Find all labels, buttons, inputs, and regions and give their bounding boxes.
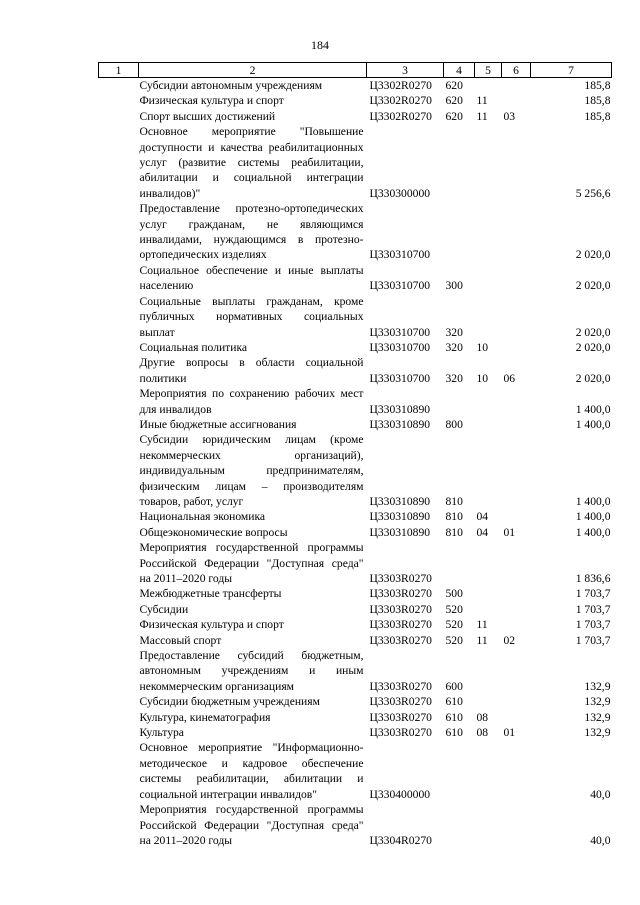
row-expense-type: 320 bbox=[445, 340, 463, 354]
row-section bbox=[475, 694, 502, 709]
row-expense-type: 500 bbox=[445, 587, 463, 601]
row-subsection: 01 bbox=[503, 726, 516, 740]
row-section bbox=[475, 124, 502, 201]
row-amount: 185,8 bbox=[584, 79, 611, 92]
row-code: Ц3303R0270 bbox=[369, 679, 432, 693]
table-row bbox=[99, 355, 612, 386]
row-subsection bbox=[502, 124, 531, 201]
row-code: Ц330310890 bbox=[369, 494, 431, 508]
row-subsection bbox=[502, 648, 531, 694]
row-expense-type bbox=[444, 740, 475, 802]
row-amount: 1 400,0 bbox=[575, 494, 611, 508]
row-expense-type bbox=[444, 201, 475, 263]
row-name: Мероприятия государственной программы Российской Федерации "Доступная среда" на 2011–2020 годы bbox=[139, 803, 364, 847]
row-code: Ц330310890 bbox=[369, 525, 431, 539]
table-row bbox=[99, 525, 612, 540]
row-section: 11 bbox=[476, 109, 488, 123]
row-subsection bbox=[502, 340, 531, 355]
first-column-cell bbox=[99, 802, 139, 848]
first-column-cell bbox=[99, 109, 139, 124]
row-name: Физическая культура и спорт bbox=[139, 94, 284, 108]
first-column-cell bbox=[99, 586, 139, 601]
column-header-2: 2 bbox=[139, 63, 367, 78]
row-code: Ц330310700 bbox=[369, 279, 431, 293]
row-name: Другие вопросы в области социальной политики bbox=[139, 356, 364, 385]
row-name: Культура bbox=[139, 726, 184, 740]
row-section bbox=[475, 386, 502, 417]
row-amount: 40,0 bbox=[590, 833, 611, 847]
table-row bbox=[99, 417, 612, 432]
column-header-6: 6 bbox=[502, 63, 531, 78]
row-section bbox=[475, 648, 502, 694]
row-expense-type: 520 bbox=[445, 602, 463, 616]
row-code: Ц3302R0270 bbox=[369, 94, 432, 108]
table-row bbox=[99, 710, 612, 725]
row-section bbox=[475, 432, 502, 509]
table-row bbox=[99, 263, 612, 294]
row-name: Иные бюджетные ассигнования bbox=[139, 417, 297, 431]
row-name: Субсидии bbox=[139, 602, 189, 616]
row-subsection bbox=[502, 386, 531, 417]
first-column-cell bbox=[99, 78, 139, 94]
row-amount: 2 020,0 bbox=[575, 279, 611, 293]
table-header bbox=[99, 63, 612, 78]
row-code: Ц3303R0270 bbox=[369, 633, 432, 647]
row-name: Социальное обеспечение и иные выплаты населению bbox=[139, 263, 364, 293]
first-column-cell bbox=[99, 294, 139, 340]
row-code: Ц330310890 bbox=[369, 417, 431, 431]
row-code: Ц3303R0270 bbox=[369, 710, 432, 724]
table-row bbox=[99, 432, 612, 509]
row-code: Ц3303R0270 bbox=[369, 618, 432, 632]
row-name: Основное мероприятие "Информационно-методическое и кадровое обеспечение системы реабилитации, абилитации и социальной интеграции инвалидов" bbox=[139, 741, 364, 801]
row-section: 11 bbox=[476, 633, 488, 647]
row-name: Межбюджетные трансферты bbox=[139, 587, 282, 601]
table-row bbox=[99, 586, 612, 601]
row-expense-type: 810 bbox=[445, 494, 463, 508]
row-name: Национальная экономика bbox=[139, 510, 266, 524]
row-subsection bbox=[502, 432, 531, 509]
row-amount: 40,0 bbox=[590, 787, 611, 801]
row-section bbox=[475, 602, 502, 617]
row-name: Субсидии юридическим лицам (кроме некоммерческих организаций), индивидуальным предпринимателям, физическим лицам – производителям товаров, работ, услуг bbox=[139, 433, 364, 508]
row-section: 04 bbox=[476, 510, 489, 524]
row-section bbox=[475, 802, 502, 848]
row-expense-type: 610 bbox=[445, 710, 463, 724]
first-column-cell bbox=[99, 633, 139, 648]
row-section bbox=[475, 294, 502, 340]
table-row bbox=[99, 201, 612, 263]
row-section: 08 bbox=[476, 726, 489, 740]
row-name: Субсидии бюджетным учреждениям bbox=[139, 695, 320, 709]
row-code: Ц330310700 bbox=[369, 371, 431, 385]
first-column-cell bbox=[99, 432, 139, 509]
row-section: 04 bbox=[476, 525, 489, 539]
first-column-cell bbox=[99, 124, 139, 201]
row-code: Ц330310700 bbox=[369, 248, 431, 262]
row-section: 10 bbox=[476, 340, 489, 354]
row-subsection bbox=[502, 417, 531, 432]
first-column-cell bbox=[99, 340, 139, 355]
row-subsection bbox=[502, 602, 531, 617]
table-row bbox=[99, 124, 612, 201]
column-header-5: 5 bbox=[475, 63, 502, 78]
row-name: Мероприятия государственной программы Российской Федерации "Доступная среда" на 2011–2020 годы bbox=[139, 541, 364, 585]
table-row bbox=[99, 725, 612, 740]
page-number: 184 bbox=[311, 38, 329, 52]
first-column-cell bbox=[99, 540, 139, 586]
first-column-cell bbox=[99, 710, 139, 725]
first-column-cell bbox=[99, 93, 139, 108]
first-column-cell bbox=[99, 509, 139, 524]
table-row bbox=[99, 340, 612, 355]
row-code: Ц3303R0270 bbox=[369, 572, 432, 585]
row-expense-type: 810 bbox=[445, 510, 463, 524]
row-subsection bbox=[502, 263, 531, 294]
row-expense-type: 610 bbox=[445, 695, 463, 709]
first-column-cell bbox=[99, 648, 139, 694]
row-code: Ц3303R0270 bbox=[369, 602, 432, 616]
row-subsection bbox=[502, 586, 531, 601]
row-amount: 1 400,0 bbox=[575, 525, 611, 539]
row-amount: 1 703,7 bbox=[575, 602, 611, 616]
table-row bbox=[99, 509, 612, 524]
row-name: Основное мероприятие "Повышение доступности и качества реабилитационных услуг (развитие системы реабилитации, абилитации и социальной интеграции инвалидов)" bbox=[139, 125, 364, 200]
row-expense-type bbox=[444, 124, 475, 201]
row-code: Ц330300000 bbox=[369, 186, 431, 200]
row-name: Массовый спорт bbox=[139, 633, 222, 647]
column-header-3: 3 bbox=[367, 63, 444, 78]
row-code: Ц330310700 bbox=[369, 340, 431, 354]
row-name: Мероприятия по сохранению рабочих мест для инвалидов bbox=[139, 387, 364, 416]
header-row bbox=[99, 63, 612, 78]
column-header-1: 1 bbox=[99, 63, 139, 78]
table-row bbox=[99, 294, 612, 340]
first-column-cell bbox=[99, 201, 139, 263]
row-expense-type: 610 bbox=[445, 726, 463, 740]
row-name: Физическая культура и спорт bbox=[139, 618, 284, 632]
row-amount: 132,9 bbox=[584, 679, 611, 693]
first-column-cell bbox=[99, 740, 139, 802]
row-amount: 2 020,0 bbox=[575, 340, 611, 354]
table-row bbox=[99, 617, 612, 632]
row-name: Субсидии автономным учреждениям bbox=[139, 79, 323, 92]
row-amount: 1 400,0 bbox=[575, 417, 611, 431]
row-code: Ц3302R0270 bbox=[369, 79, 432, 92]
row-section: 11 bbox=[476, 94, 488, 108]
row-subsection: 06 bbox=[503, 371, 516, 385]
first-column-cell bbox=[99, 386, 139, 417]
table-row bbox=[99, 633, 612, 648]
table-row bbox=[99, 109, 612, 124]
row-subsection bbox=[502, 78, 531, 94]
column-header-4: 4 bbox=[444, 63, 475, 78]
row-expense-type bbox=[444, 540, 475, 586]
table-row bbox=[99, 740, 612, 802]
row-section bbox=[475, 540, 502, 586]
row-subsection: 03 bbox=[503, 109, 516, 123]
row-name: Социальные выплаты гражданам, кроме публичных нормативных социальных выплат bbox=[139, 294, 364, 339]
row-section bbox=[475, 417, 502, 432]
row-amount: 1 703,7 bbox=[575, 633, 611, 647]
first-column-cell bbox=[99, 525, 139, 540]
row-name: Предоставление протезно-ортопедических услуг гражданам, не являющимся инвалидами, нуждающимся в протезно-ортопедических изделиях bbox=[139, 202, 364, 262]
row-name: Общеэкономические вопросы bbox=[139, 525, 288, 539]
row-amount: 185,8 bbox=[584, 109, 611, 123]
row-expense-type: 810 bbox=[445, 525, 463, 539]
row-expense-type: 520 bbox=[445, 633, 463, 647]
row-subsection bbox=[502, 710, 531, 725]
row-subsection bbox=[502, 802, 531, 848]
row-code: Ц330400000 bbox=[369, 787, 431, 801]
row-amount: 132,9 bbox=[584, 695, 611, 709]
row-expense-type: 800 bbox=[445, 417, 463, 431]
row-section bbox=[475, 78, 502, 94]
row-subsection bbox=[502, 694, 531, 709]
row-expense-type bbox=[444, 802, 475, 848]
row-subsection bbox=[502, 617, 531, 632]
row-code: Ц3304R0270 bbox=[369, 833, 432, 847]
row-name: Социальная политика bbox=[139, 340, 248, 354]
row-subsection: 01 bbox=[503, 525, 516, 539]
row-expense-type: 600 bbox=[445, 679, 463, 693]
row-name: Предоставление субсидий бюджетным, автономным учреждениям и иным некоммерческим организациям bbox=[139, 649, 364, 693]
row-amount: 2 020,0 bbox=[575, 325, 611, 339]
row-amount: 1 836,6 bbox=[575, 572, 611, 585]
row-expense-type: 320 bbox=[445, 371, 463, 385]
row-section bbox=[475, 263, 502, 294]
table-row bbox=[99, 802, 612, 848]
table-row bbox=[99, 540, 612, 586]
row-expense-type: 520 bbox=[445, 618, 463, 632]
row-subsection bbox=[502, 740, 531, 802]
row-expense-type: 620 bbox=[445, 109, 463, 123]
row-section: 10 bbox=[476, 371, 489, 385]
row-subsection bbox=[502, 201, 531, 263]
row-amount: 1 400,0 bbox=[575, 402, 611, 416]
table-row bbox=[99, 694, 612, 709]
table-row bbox=[99, 93, 612, 108]
first-column-cell bbox=[99, 694, 139, 709]
table-row bbox=[99, 386, 612, 417]
row-section: 08 bbox=[476, 710, 489, 724]
row-subsection bbox=[502, 540, 531, 586]
row-code: Ц330310700 bbox=[369, 325, 431, 339]
row-expense-type: 620 bbox=[445, 94, 463, 108]
table-row bbox=[99, 648, 612, 694]
row-section: 11 bbox=[476, 618, 488, 632]
row-name: Спорт высших достижений bbox=[139, 109, 276, 123]
first-column-cell bbox=[99, 725, 139, 740]
row-code: Ц330310890 bbox=[369, 402, 431, 416]
table-body bbox=[99, 78, 612, 849]
row-code: Ц3303R0270 bbox=[369, 587, 432, 601]
row-amount: 2 020,0 bbox=[575, 371, 611, 385]
row-expense-type: 620 bbox=[445, 79, 463, 92]
row-expense-type bbox=[444, 386, 475, 417]
row-subsection bbox=[502, 294, 531, 340]
row-subsection bbox=[502, 509, 531, 524]
row-subsection bbox=[502, 93, 531, 108]
first-column-cell bbox=[99, 617, 139, 632]
row-amount: 1 703,7 bbox=[575, 618, 611, 632]
row-amount: 185,8 bbox=[584, 94, 611, 108]
first-column-cell bbox=[99, 263, 139, 294]
column-header-7: 7 bbox=[531, 63, 612, 78]
budget-table bbox=[98, 62, 612, 848]
row-amount: 2 020,0 bbox=[575, 248, 611, 262]
row-expense-type: 320 bbox=[445, 325, 463, 339]
row-amount: 1 400,0 bbox=[575, 510, 611, 524]
row-code: Ц3302R0270 bbox=[369, 109, 432, 123]
row-name: Культура, кинематография bbox=[139, 710, 271, 724]
table-row bbox=[99, 602, 612, 617]
first-column-cell bbox=[99, 417, 139, 432]
row-section bbox=[475, 740, 502, 802]
first-column-cell bbox=[99, 355, 139, 386]
first-column-cell bbox=[99, 602, 139, 617]
row-section bbox=[475, 586, 502, 601]
row-amount: 1 703,7 bbox=[575, 587, 611, 601]
row-code: Ц3303R0270 bbox=[369, 726, 432, 740]
row-amount: 132,9 bbox=[584, 710, 611, 724]
row-subsection: 02 bbox=[503, 633, 516, 647]
table-row bbox=[99, 78, 612, 94]
row-amount: 5 256,6 bbox=[575, 186, 611, 200]
row-amount: 132,9 bbox=[584, 726, 611, 740]
row-code: Ц3303R0270 bbox=[369, 695, 432, 709]
row-expense-type: 300 bbox=[445, 279, 463, 293]
row-code: Ц330310890 bbox=[369, 510, 431, 524]
row-section bbox=[475, 201, 502, 263]
